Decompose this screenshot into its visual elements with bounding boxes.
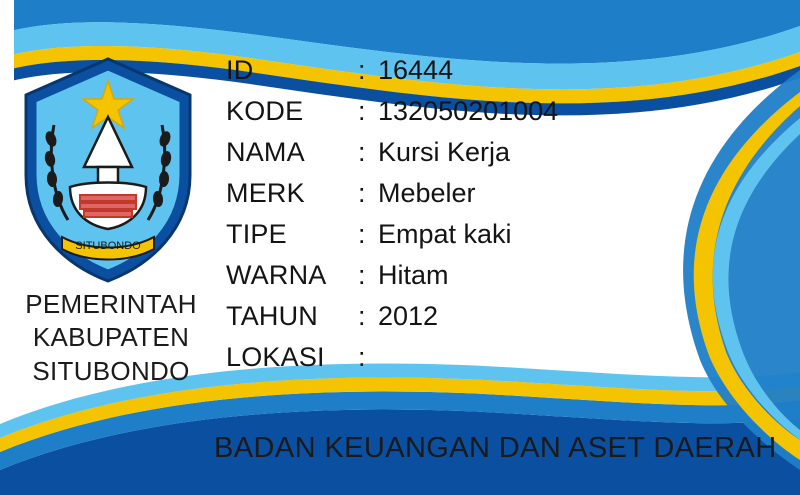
field-value-warna: Hitam (378, 260, 449, 290)
field-label-id: ID (226, 55, 254, 85)
field-label-merk: MERK (226, 178, 305, 208)
field-value-merk: Mebeler (378, 178, 476, 208)
government-caption (6, 288, 216, 388)
gov-caption-line-3: SITUBONDO (32, 355, 190, 386)
field-value-tahun: 2012 (378, 301, 439, 331)
field-label-tahun: TAHUN (226, 301, 318, 331)
field-row-id (226, 55, 786, 96)
field-row-warna (226, 260, 786, 301)
gov-caption-line-1: PEMERINTAH (25, 289, 197, 319)
svg-text:SITUBONDO: SITUBONDO (75, 240, 141, 252)
field-label-lokasi: LOKASI (226, 342, 325, 372)
field-separator-id: : (358, 55, 366, 85)
field-separator-tahun: : (358, 301, 366, 331)
field-row-tipe (226, 219, 786, 260)
field-separator-lokasi: : (358, 342, 366, 372)
field-value-kode: 132050201004 (378, 96, 559, 126)
asset-field-list (226, 55, 786, 383)
field-row-tahun (226, 301, 786, 342)
field-separator-warna: : (358, 260, 366, 290)
situbondo-coat-of-arms-icon (18, 55, 198, 285)
field-separator-merk: : (358, 178, 366, 208)
field-row-merk (226, 178, 786, 219)
logo-container (18, 55, 208, 300)
field-label-warna: WARNA (226, 260, 327, 290)
field-separator-tipe: : (358, 219, 366, 249)
agency-footer-text: BADAN KEUANGAN DAN ASET DAERAH (214, 432, 777, 464)
field-value-id: 16444 (378, 55, 454, 85)
field-label-tipe: TIPE (226, 219, 287, 249)
field-value-nama: Kursi Kerja (378, 137, 511, 167)
field-label-kode: KODE (226, 96, 304, 126)
field-row-lokasi (226, 342, 786, 383)
field-separator-kode: : (358, 96, 366, 126)
field-value-tipe: Empat kaki (378, 219, 512, 249)
gov-caption-line-2: KABUPATEN (32, 322, 190, 353)
field-label-nama: NAMA (226, 137, 305, 167)
field-separator-nama: : (358, 137, 366, 167)
field-row-kode (226, 96, 786, 137)
field-row-nama (226, 137, 786, 178)
